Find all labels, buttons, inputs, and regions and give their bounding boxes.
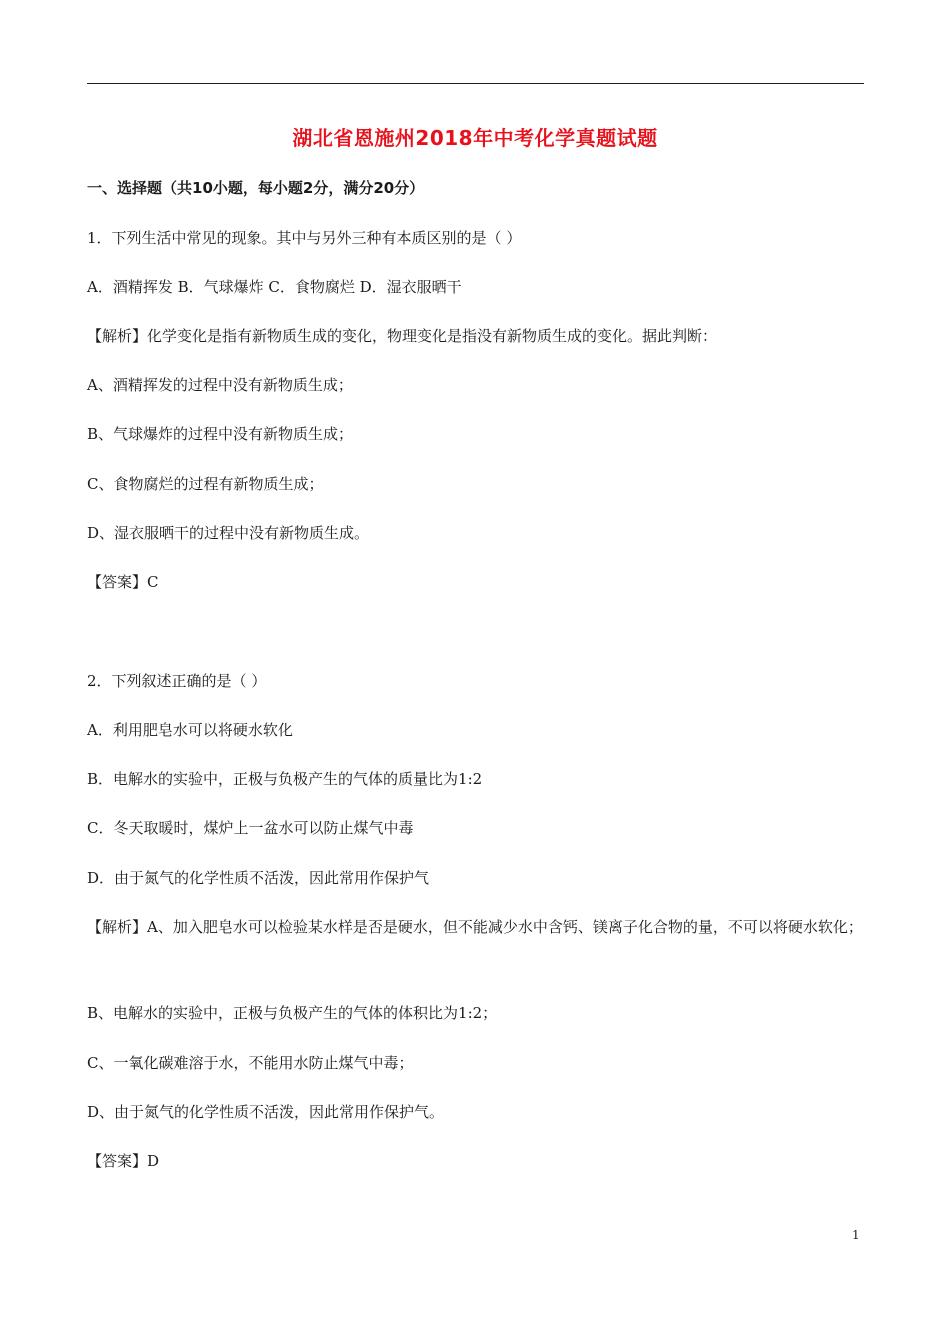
page-number: 1 (852, 1228, 860, 1242)
header-rule (87, 83, 864, 84)
analysis-tag: 【解析】 (87, 918, 148, 936)
question-2-point-c: C、一氧化碳难溶于水，不能用水防止煤气中毒； (87, 1054, 414, 1072)
question-2-answer (87, 1151, 159, 1171)
question-1-analysis (87, 326, 717, 346)
question-2-option-c: C．冬天取暖时，煤炉上一盆水可以防止煤气中毒 (87, 819, 414, 837)
analysis-tag: 【解析】 (87, 327, 148, 345)
page-title: 湖北省恩施州2018年中考化学真题试题 (292, 126, 658, 150)
answer-tag: 【答案】 (87, 573, 148, 591)
section-heading: 一、选择题（共10小题，每小题2分，满分20分） (87, 179, 425, 197)
question-1-point-b: B、气球爆炸的过程中没有新物质生成； (87, 425, 354, 443)
answer-tag: 【答案】 (87, 1152, 148, 1170)
answer-value: C (147, 573, 159, 591)
question-1-point-a: A、酒精挥发的过程中没有新物质生成； (87, 376, 353, 394)
question-1-point-d: D、湿衣服晒干的过程中没有新物质生成。 (87, 524, 370, 542)
analysis-text: 化学变化是指有新物质生成的变化，物理变化是指没有新物质生成的变化。据此判断： (147, 327, 718, 345)
question-2-analysis (87, 911, 864, 943)
question-2-point-d: D、由于氮气的化学性质不活泼，因此常用作保护气。 (87, 1103, 445, 1121)
question-1-options: A．酒精挥发 B．气球爆炸 C．食物腐烂 D．湿衣服晒干 (87, 278, 462, 296)
question-2-option-a: A．利用肥皂水可以将硬水软化 (87, 721, 293, 739)
question-1-answer (87, 572, 159, 592)
question-1-stem: 1．下列生活中常见的现象。其中与另外三种有本质区别的是（ ） (87, 229, 522, 247)
question-2-option-d: D．由于氮气的化学性质不活泼，因此常用作保护气 (87, 869, 430, 887)
question-1-point-c: C、食物腐烂的过程有新物质生成； (87, 475, 324, 493)
question-2-stem: 2．下列叙述正确的是（ ） (87, 672, 267, 690)
question-2-option-b: B．电解水的实验中，正极与负极产生的气体的质量比为1:2 (87, 770, 483, 788)
question-2-point-b: B、电解水的实验中，正极与负极产生的气体的体积比为1:2； (87, 1004, 498, 1022)
answer-value: D (147, 1152, 160, 1170)
analysis-text: A、加入肥皂水可以检验某水样是否是硬水，但不能减少水中含钙、镁离子化合物的量，不可以将硬水软化； (147, 918, 863, 936)
